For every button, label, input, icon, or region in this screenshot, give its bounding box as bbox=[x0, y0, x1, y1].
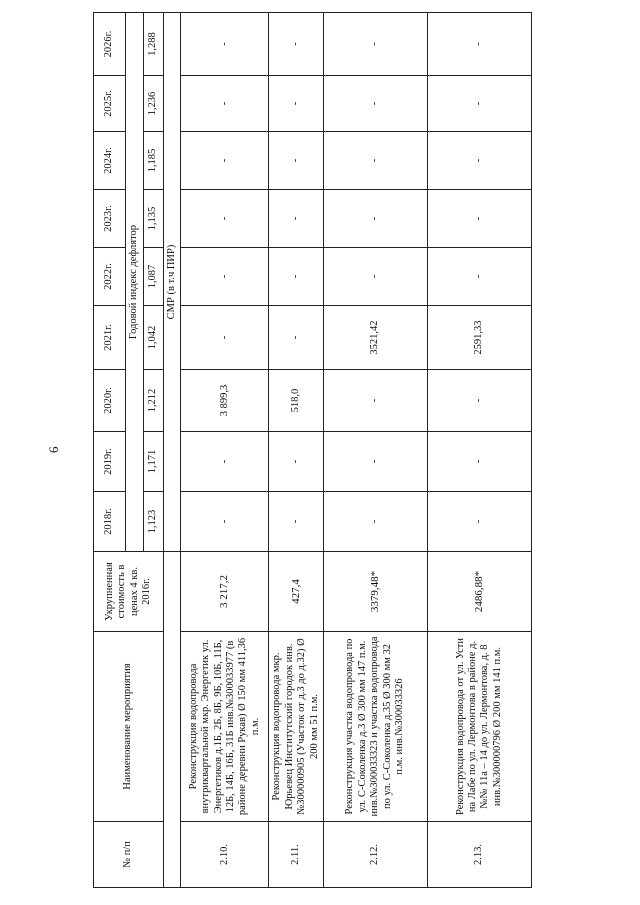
row-num: 2.10. bbox=[181, 822, 269, 888]
row-value: - bbox=[269, 76, 324, 132]
row-name: Реконструкция водопровода от ул. Усти на Лабе по ул. Лермонтова в районе д. №№ 11а – 14 до ул. Лермонтова, д. 8 инв.№300000796 Ø 200 мм 141 п.м. bbox=[427, 632, 531, 822]
deflator-value: 1,288 bbox=[144, 13, 164, 76]
header-cost: Укрупненная стоимость в ценах 4 кв. 2016г. bbox=[94, 552, 164, 632]
row-value: - bbox=[181, 13, 269, 76]
row-value: - bbox=[269, 432, 324, 492]
header-name: Наименование мероприятия bbox=[94, 632, 164, 822]
header-num: № п/п bbox=[94, 822, 164, 888]
row-value: - bbox=[323, 248, 427, 306]
year-header: 2023г. bbox=[94, 190, 126, 248]
year-header: 2021г. bbox=[94, 306, 126, 370]
year-header: 2022г. bbox=[94, 248, 126, 306]
row-value: - bbox=[181, 432, 269, 492]
smr-label: СМР (в т.ч ПИР) bbox=[164, 13, 181, 552]
row-value: - bbox=[323, 76, 427, 132]
row-value: - bbox=[323, 132, 427, 190]
deflator-value: 1,212 bbox=[144, 370, 164, 432]
row-name: Реконструкция участка водопровода по ул. С-Соколенка д.3 Ø 300 мм 147 п.м. инв.№300033323 и участка водопровода по ул. С-Соколенка д.35 Ø 300 мм 32 п.м. инв.№300033326 bbox=[323, 632, 427, 822]
deflator-value: 1,236 bbox=[144, 76, 164, 132]
row-num: 2.12. bbox=[323, 822, 427, 888]
row-value: - bbox=[181, 76, 269, 132]
row-value: - bbox=[181, 190, 269, 248]
row-value: - bbox=[269, 248, 324, 306]
row-value: 2591,33 bbox=[427, 306, 531, 370]
row-value: 518,0 bbox=[269, 370, 324, 432]
year-header: 2019г. bbox=[94, 432, 126, 492]
row-cost: 3379,48* bbox=[323, 552, 427, 632]
row-value: - bbox=[427, 13, 531, 76]
deflator-value: 1,135 bbox=[144, 190, 164, 248]
year-header: 2024г. bbox=[94, 132, 126, 190]
row-value: - bbox=[323, 370, 427, 432]
row-value: 3521,42 bbox=[323, 306, 427, 370]
row-value: - bbox=[427, 248, 531, 306]
row-value: - bbox=[269, 190, 324, 248]
row-cost: 2486,88* bbox=[427, 552, 531, 632]
row-value: - bbox=[181, 132, 269, 190]
row-name: Реконструкция водопровода внутриквартальной мкр. Энергетик ул. Энергетиков д.1Б, 2Б, 8Б, 9Б, 10Б, 11Б, 12Б, 14Б, 16Б, 31Б инв.№300033977 (в районе деревни Рукав) Ø 150 мм 411,36 п.м. bbox=[181, 632, 269, 822]
year-header: 2020г. bbox=[94, 370, 126, 432]
row-num: 2.11. bbox=[269, 822, 324, 888]
row-value: - bbox=[427, 432, 531, 492]
row-name: Реконструкция водопровода мкр. Юрьевец Институтский городок инв.№300000905 (Участок от д.3 до д.32) Ø 200 мм 51 п.м. bbox=[269, 632, 324, 822]
row-value: - bbox=[269, 132, 324, 190]
row-value: - bbox=[323, 13, 427, 76]
deflator-value: 1,042 bbox=[144, 306, 164, 370]
deflator-label: Годовой индекс дефлятор bbox=[126, 13, 144, 552]
row-cost: 427,4 bbox=[269, 552, 324, 632]
table-row bbox=[323, 13, 427, 888]
row-value: - bbox=[427, 190, 531, 248]
row-value: 3 899,3 bbox=[181, 370, 269, 432]
deflator-value: 1,171 bbox=[144, 432, 164, 492]
row-value: - bbox=[323, 432, 427, 492]
row-value: - bbox=[323, 492, 427, 552]
row-value: - bbox=[427, 76, 531, 132]
deflator-value: 1,087 bbox=[144, 248, 164, 306]
row-cost: 3 217,2 bbox=[181, 552, 269, 632]
row-value: - bbox=[323, 190, 427, 248]
rotated-table-container bbox=[93, 13, 542, 888]
investment-table bbox=[93, 12, 532, 888]
page-number: 6 bbox=[46, 446, 61, 453]
year-header: 2026г. bbox=[94, 13, 126, 76]
row-value: - bbox=[181, 492, 269, 552]
deflator-value: 1,185 bbox=[144, 132, 164, 190]
table-row bbox=[181, 13, 269, 888]
deflator-value: 1,123 bbox=[144, 492, 164, 552]
year-header: 2018г. bbox=[94, 492, 126, 552]
row-value: - bbox=[269, 13, 324, 76]
row-value: - bbox=[181, 306, 269, 370]
row-num: 2.13. bbox=[427, 822, 531, 888]
row-value: - bbox=[427, 370, 531, 432]
row-value: - bbox=[427, 492, 531, 552]
row-value: - bbox=[269, 492, 324, 552]
empty-cell bbox=[164, 552, 181, 888]
row-value: - bbox=[181, 248, 269, 306]
row-value: - bbox=[427, 132, 531, 190]
table-row bbox=[269, 13, 324, 888]
year-header: 2025г. bbox=[94, 76, 126, 132]
table-row bbox=[427, 13, 531, 888]
row-value: - bbox=[269, 306, 324, 370]
